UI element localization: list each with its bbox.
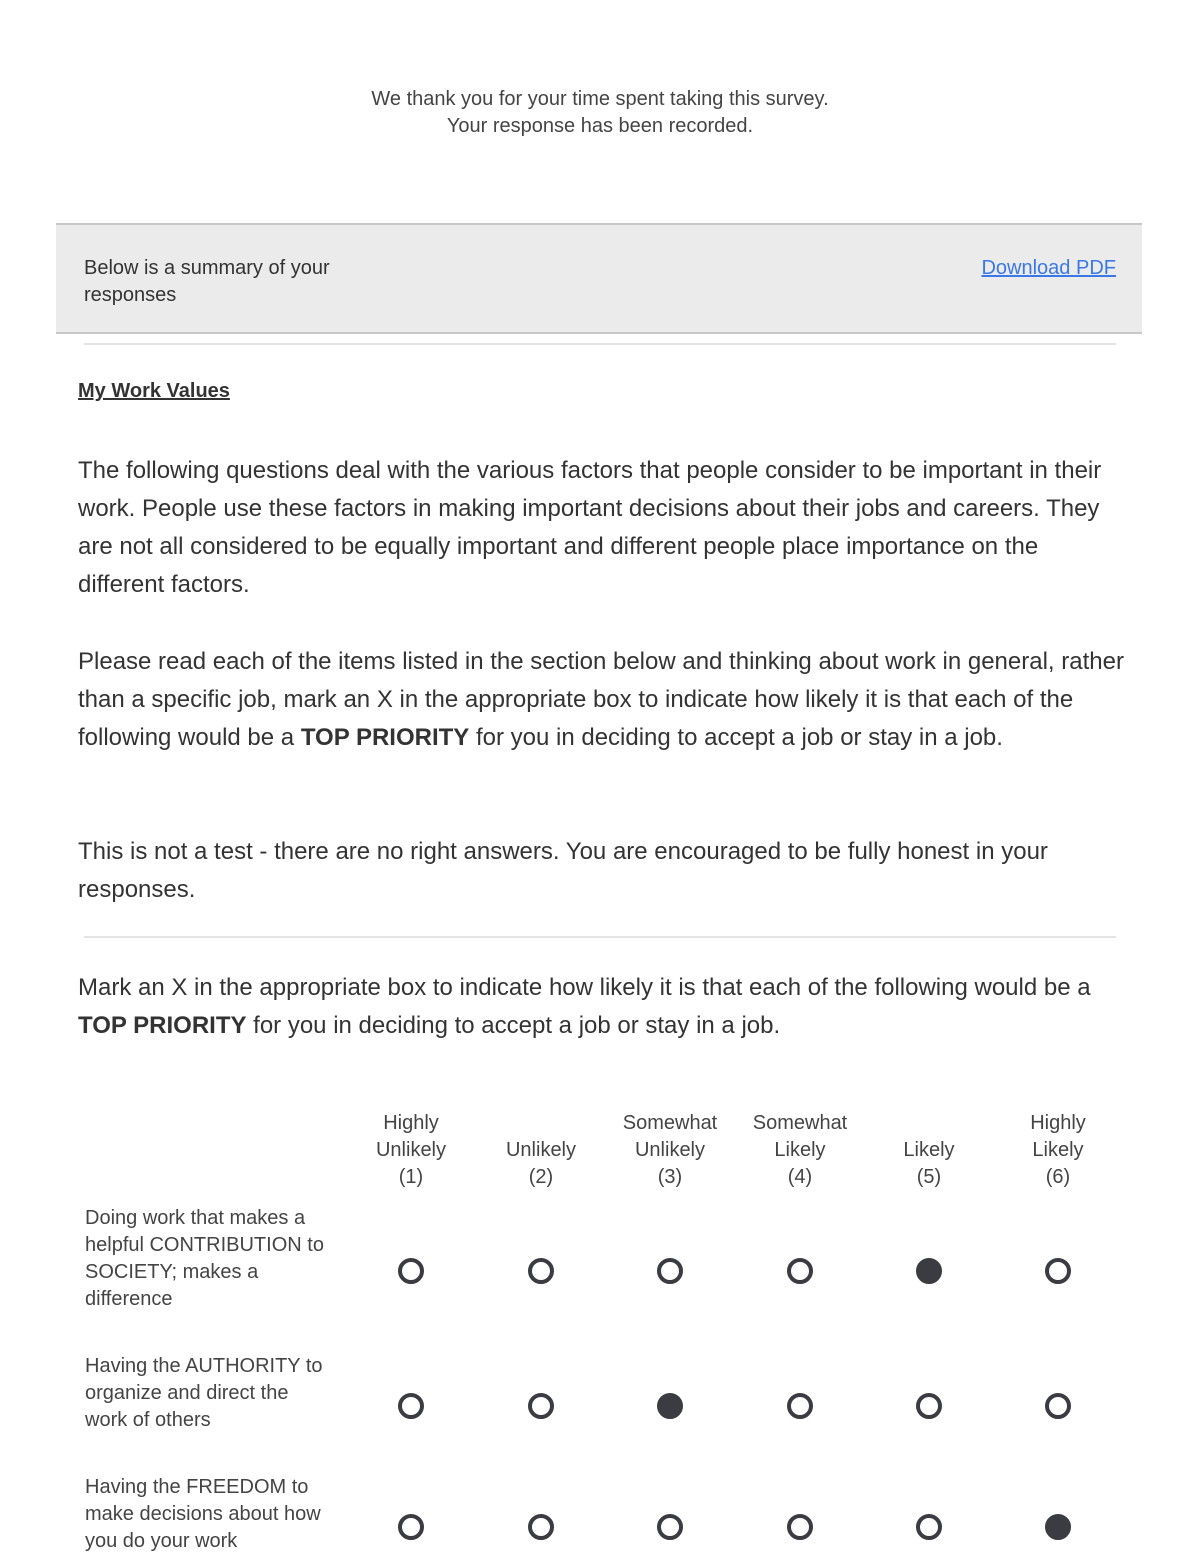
column-header-line: (6)	[1045, 1166, 1071, 1188]
radio-button[interactable]	[657, 1258, 683, 1284]
divider	[84, 343, 1116, 345]
honesty-paragraph: This is not a test - there are no right answers. You are encouraged to be fully honest in your responses.	[78, 838, 1048, 903]
matrix-column-headers	[0, 1110, 1200, 1192]
column-header	[605, 1110, 735, 1191]
row-label: Having the FREEDOM to make decisions about how you do your work	[85, 1476, 321, 1552]
instructions-text: Please read each of the items listed in the section below and thinking about work in general, rather than a specific job, mark an X in the appropriate box to indicate how likely it is that each of the following would be a	[78, 648, 1124, 751]
section-title: My Work Values	[78, 380, 230, 402]
question-text-end: for you in deciding to accept a job or stay in a job.	[246, 1012, 781, 1039]
top-priority-emphasis: TOP PRIORITY	[300, 724, 470, 751]
column-header-line: (4)	[787, 1166, 813, 1188]
column-header-line: (1)	[398, 1166, 424, 1188]
radio-button[interactable]	[1045, 1258, 1071, 1284]
top-priority-emphasis: TOP PRIORITY	[78, 1012, 247, 1039]
column-header-line: Unlikely	[375, 1139, 447, 1161]
instructions-paragraph	[78, 643, 1128, 757]
radio-button[interactable]	[916, 1514, 942, 1540]
download-pdf-link[interactable]: Download PDF	[981, 257, 1116, 279]
radio-button[interactable]	[528, 1393, 554, 1419]
summary-bar	[56, 223, 1142, 334]
column-header-line: Unlikely	[505, 1139, 577, 1161]
column-header-line: Somewhat	[752, 1112, 848, 1134]
row-label: Having the AUTHORITY to organize and direct the work of others	[85, 1355, 323, 1431]
radio-button-selected[interactable]	[1045, 1514, 1071, 1540]
radio-button[interactable]	[528, 1514, 554, 1540]
row-label: Doing work that makes a helpful CONTRIBUTION to SOCIETY; makes a difference	[85, 1207, 324, 1310]
column-header-line: Likely	[903, 1139, 955, 1161]
response-recorded-line: Your response has been recorded.	[446, 115, 754, 137]
column-header-line: (5)	[916, 1166, 942, 1188]
column-header-line: Somewhat	[622, 1112, 718, 1134]
radio-button[interactable]	[528, 1258, 554, 1284]
radio-button[interactable]	[787, 1258, 813, 1284]
radio-button[interactable]	[787, 1514, 813, 1540]
column-header-line: Highly	[383, 1112, 439, 1134]
radio-button[interactable]	[398, 1258, 424, 1284]
column-header	[864, 1110, 994, 1191]
radio-button[interactable]	[787, 1393, 813, 1419]
divider	[84, 936, 1116, 938]
radio-button[interactable]	[398, 1514, 424, 1540]
question-text	[78, 969, 1128, 1045]
radio-button-selected[interactable]	[916, 1258, 942, 1284]
radio-button-selected[interactable]	[657, 1393, 683, 1419]
summary-text: Below is a summary of your responses	[84, 257, 330, 306]
radio-button[interactable]	[1045, 1393, 1071, 1419]
column-header	[735, 1110, 865, 1191]
instructions-text-end: for you in deciding to accept a job or stay in a job.	[469, 724, 1003, 751]
column-header-line	[864, 1110, 994, 1137]
column-header	[993, 1110, 1123, 1191]
radio-button[interactable]	[916, 1393, 942, 1419]
radio-button[interactable]	[657, 1514, 683, 1540]
column-header-line: (3)	[657, 1166, 683, 1188]
intro-paragraph: The following questions deal with the various factors that people consider to be important in their work. People use these factors in making important decisions about their jobs and careers. They are not all considered to be equally important and different people place importance on the different factors.	[78, 457, 1102, 598]
column-header-line: Likely	[1032, 1139, 1084, 1161]
column-header-line: Likely	[774, 1139, 826, 1161]
question-text-start: Mark an X in the appropriate box to indicate how likely it is that each of the following would be a	[78, 974, 1091, 1001]
thank-you-message	[0, 86, 1200, 140]
column-header	[346, 1110, 476, 1191]
thank-you-line: We thank you for your time spent taking this survey.	[371, 88, 829, 110]
radio-button[interactable]	[398, 1393, 424, 1419]
column-header	[476, 1110, 606, 1191]
column-header-line: Highly	[1030, 1112, 1086, 1134]
column-header-line: Unlikely	[634, 1139, 706, 1161]
column-header-line	[476, 1110, 606, 1137]
column-header-line: (2)	[528, 1166, 554, 1188]
